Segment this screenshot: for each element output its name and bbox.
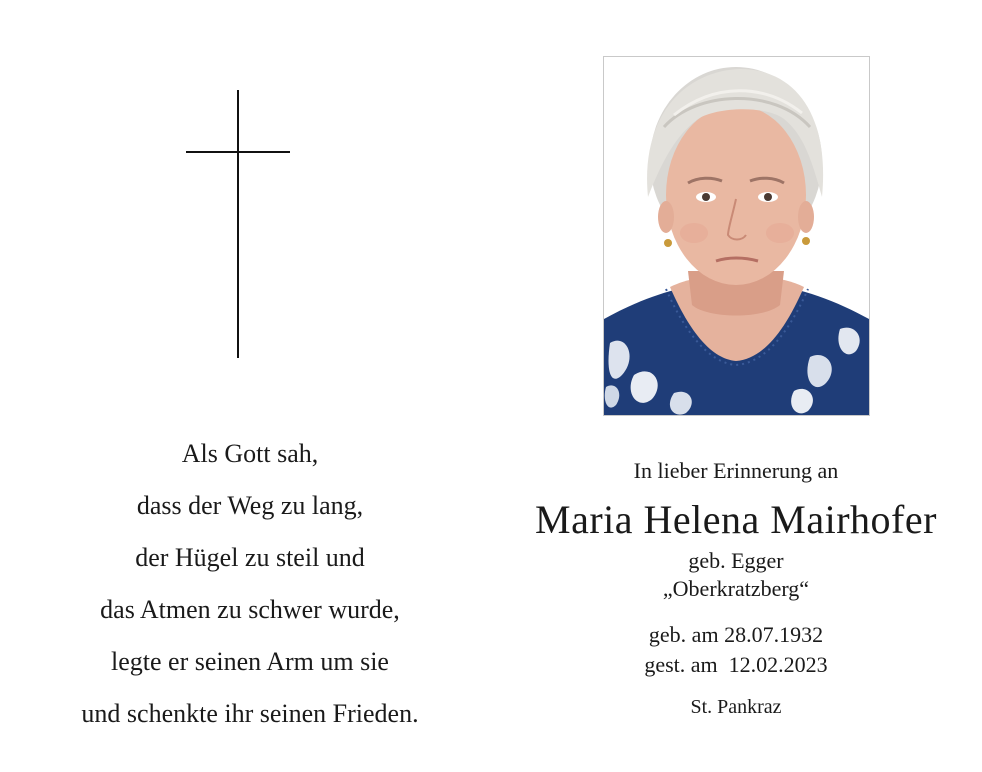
poem-line: Als Gott sah,: [181, 439, 319, 468]
birth-name: geb. Egger: [688, 548, 784, 573]
place-name: St. Pankraz: [690, 696, 782, 718]
poem-line: und schenkte ihr seinen Frieden.: [81, 699, 419, 728]
cross-icon: [186, 90, 290, 358]
death-date: gest. am 12.02.2023: [644, 652, 828, 677]
poem-line: dass der Weg zu lang,: [136, 491, 364, 520]
portrait-photo: [603, 56, 870, 416]
cross-horizontal-beam: [186, 151, 290, 153]
cross-vertical-beam: [237, 90, 239, 358]
memorial-intro: In lieber Erinnerung an: [633, 458, 839, 483]
portrait-illustration: [604, 57, 869, 415]
poem-line: das Atmen zu schwer wurde,: [100, 595, 400, 624]
farm-name: „Oberkratzberg“: [662, 576, 810, 601]
poem: [40, 428, 460, 740]
birth-date: geb. am 28.07.1932: [648, 622, 824, 647]
poem-line: legte er seinen Arm um sie: [111, 647, 389, 676]
poem-line: der Hügel zu steil und: [135, 543, 365, 572]
deceased-name: Maria Helena Mairhofer: [535, 497, 937, 542]
